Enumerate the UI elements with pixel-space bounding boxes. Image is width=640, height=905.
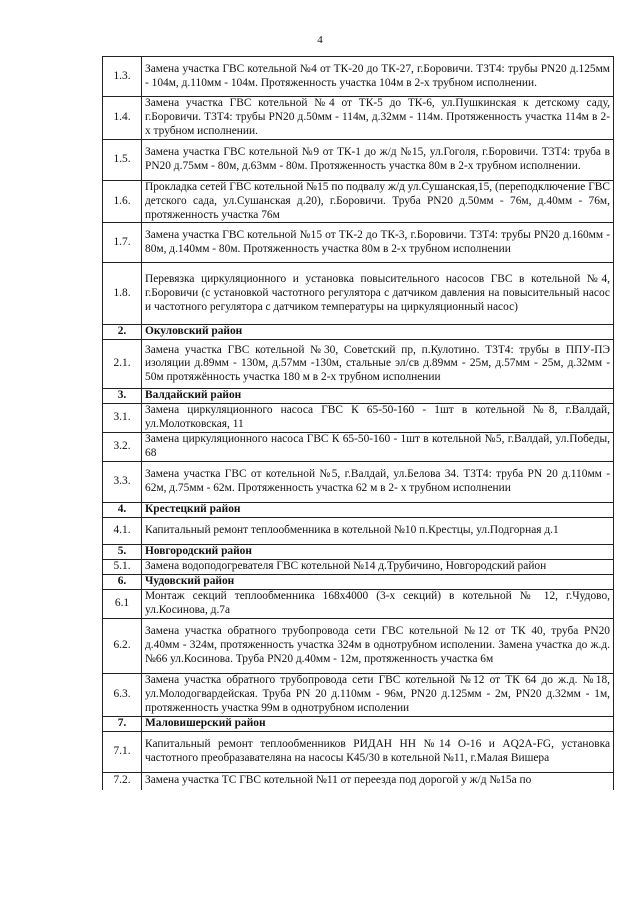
table-row — [103, 57, 614, 97]
section-row — [103, 389, 614, 404]
section-row — [103, 716, 614, 731]
item-number: 4.1. — [103, 518, 142, 545]
item-description: Прокладка сетей ГВС котельной №15 по подвалу ж/д ул.Сушанская,15, (переподключение ГВС детского сада, ул.Сушанская д.20), г.Боровичи. Труба PN20 д.50мм - 76м, д.40мм - 76м, протяженность участка 76м — [142, 180, 614, 223]
table-row — [103, 340, 614, 389]
table-row — [103, 139, 614, 180]
section-row — [103, 545, 614, 560]
item-description: Капитальный ремонт теплообменника в котельной №10 п.Крестцы, ул.Подгорная д.1 — [142, 518, 614, 545]
item-number: 6.3. — [103, 673, 142, 716]
item-number: 1.5. — [103, 139, 142, 180]
table-row — [103, 404, 614, 433]
table-row — [103, 731, 614, 772]
section-number: 5. — [103, 545, 142, 560]
section-row — [103, 503, 614, 518]
table-row — [103, 673, 614, 716]
item-description: Замена участка ГВС котельной №4 от ТК-20 до ТК-27, г.Боровичи. Т3Т4: трубы PN20 д.125мм - 104м, д.110мм - 104м. Протяженность участка 104м в 2-х трубном исполнении. — [142, 57, 614, 97]
item-number: 3.3. — [103, 462, 142, 503]
works-table — [102, 56, 614, 790]
item-description: Замена участка ГВС котельной №9 от ТК-1 до ж/д №15, ул.Гоголя, г.Боровичи. Т3Т4: труба в PN20 д.75мм - 80м, д.63мм - 80м. Протяженность участка 80м в 2-х трубном исполнении. — [142, 139, 614, 180]
item-number: 1.4. — [103, 97, 142, 140]
page-number: 4 — [317, 34, 323, 46]
table-row — [103, 97, 614, 140]
item-number: 6.2. — [103, 618, 142, 673]
item-description: Замена участка обратного трубопровода сети ГВС котельной №12 от ТК 40, труба PN20 д.40мм - 324м, протяженность участка 324м в однотрубном исполении. Замена участка до ж.д. №66 ул.Косинова. Труба PN20 д.40мм - 12м, протяженность участка 6м — [142, 618, 614, 673]
item-description: Замена участка ГВС от котельной №5, г.Валдай, ул.Белова 34. Т3Т4: труба PN 20 д.110мм - 62м, д.75мм - 62м. Протяженность участка 62 м в 2- х трубном исполнении — [142, 462, 614, 503]
section-number: 2. — [103, 325, 142, 340]
item-number: 6.1 — [103, 589, 142, 618]
item-description: Замена участка ТС ГВС котельной №11 от переезда под дорогой у ж/д №15а по — [142, 772, 614, 790]
item-number: 2.1. — [103, 340, 142, 389]
section-title: Валдайский район — [142, 389, 614, 404]
section-number: 6. — [103, 574, 142, 589]
section-title: Крестецкий район — [142, 503, 614, 518]
item-number: 1.3. — [103, 57, 142, 97]
item-number: 7.2. — [103, 772, 142, 790]
section-row — [103, 325, 614, 340]
table-row — [103, 180, 614, 223]
item-number: 7.1. — [103, 731, 142, 772]
section-title: Окуловский район — [142, 325, 614, 340]
table-body — [103, 57, 614, 791]
item-description: Перевязка циркуляционного и установка повысительного насосов ГВС в котельной №4, г.Боровичи (с установкой частотного регулятора с датчиком давления на повысительный насос и частотного регулятора с датчиком температуры на циркуляционный насос) — [142, 263, 614, 325]
item-description: Монтаж секций теплообменника 168х4000 (3-х секций) в котельной № 12, г.Чудово, ул.Косинова, д.7а — [142, 589, 614, 618]
item-number: 3.2. — [103, 433, 142, 462]
table-row — [103, 618, 614, 673]
section-number: 3. — [103, 389, 142, 404]
section-number: 4. — [103, 503, 142, 518]
item-description: Замена участка ГВС котельной №30, Советский пр, п.Кулотино. Т3Т4: трубы в ППУ-ПЭ изоляции д.89мм - 130м, д.57мм -130м, стальные эл/св д.89мм - 25м, д.57мм - 25м, д.32мм - 50м протяжённость участка 180 м в 2-х трубном исполнении — [142, 340, 614, 389]
section-title: Маловишерский район — [142, 716, 614, 731]
item-number: 5.1. — [103, 560, 142, 575]
item-description: Замена участка ГВС котельной №15 от ТК-2 до ТК-3, г.Боровичи. Т3Т4: трубы PN20 д.160мм - 80м, д.140мм - 80м. Протяженность участка 80м в 2-х трубном исполнении — [142, 223, 614, 263]
item-description: Замена участка обратного трубопровода сети ГВС котельной №12 от ТК 64 до ж.д. №18, ул.Молодогвардейская. Труба PN 20 д.110мм - 96м, PN20 д.125мм - 2м, PN20 д.32мм - 1м, протяженность участка 99м в однотрубном исполении — [142, 673, 614, 716]
section-title: Чудовский район — [142, 574, 614, 589]
table-row — [103, 263, 614, 325]
table-row — [103, 560, 614, 575]
item-description: Замена участка ГВС котельной №4 от ТК-5 до ТК-6, ул.Пушкинская к детскому саду, г.Боровичи. Т3Т4: трубы PN20 д.50мм - 114м, д.32мм - 114м. Протяженность участка 114м в 2-х трубном исполнении. — [142, 97, 614, 140]
item-number: 3.1. — [103, 404, 142, 433]
table-row — [103, 772, 614, 790]
item-number: 1.6. — [103, 180, 142, 223]
item-number: 1.8. — [103, 263, 142, 325]
table-row — [103, 462, 614, 503]
item-description: Замена циркуляционного насоса ГВС К 65-50-160 - 1шт в котельной №5, г.Валдай, ул.Победы, 68 — [142, 433, 614, 462]
table-row — [103, 589, 614, 618]
item-description: Капитальный ремонт теплообменников РИДАН НН №14 О-16 и AQ2A-FG, установка частотного преобразавателяна на насосы К45/30 в котельной №11, г.Малая Вишера — [142, 731, 614, 772]
item-number: 1.7. — [103, 223, 142, 263]
section-row — [103, 574, 614, 589]
table-row — [103, 223, 614, 263]
item-description: Замена водоподогревателя ГВС котельной №14 д.Трубичино, Новгородский район — [142, 560, 614, 575]
section-title: Новгородский район — [142, 545, 614, 560]
item-description: Замена циркуляционного насоса ГВС К 65-50-160 - 1шт в котельной №8, г.Валдай, ул.Молотковская, 11 — [142, 404, 614, 433]
table-row — [103, 433, 614, 462]
table-row — [103, 518, 614, 545]
section-number: 7. — [103, 716, 142, 731]
